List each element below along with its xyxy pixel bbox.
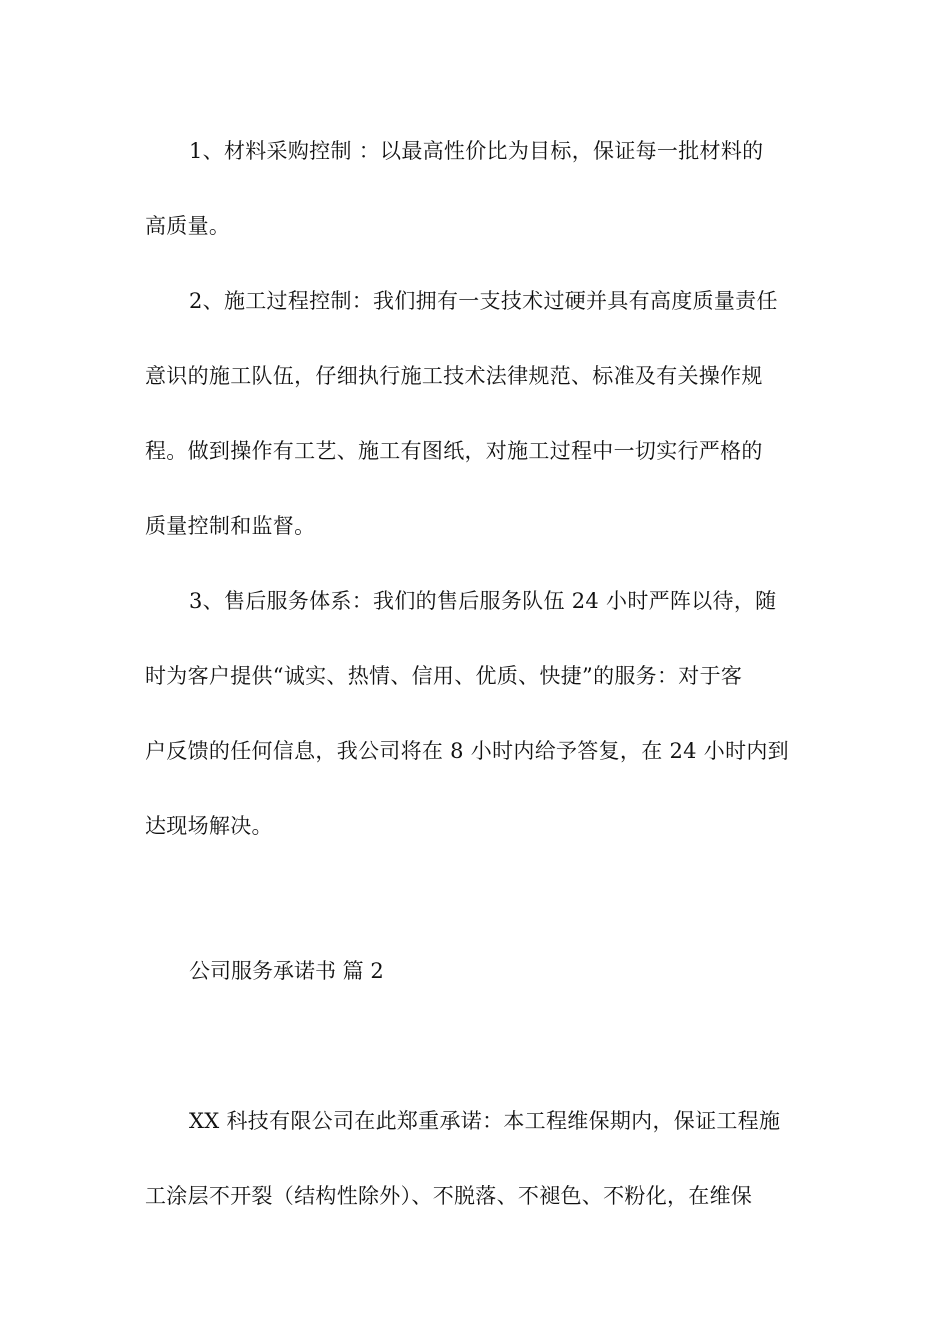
paragraph-line: 高质量。 xyxy=(145,214,231,238)
paragraph-line: 1、材料采购控制 ：以最高性价比为目标，保证每一批材料的 xyxy=(189,139,764,163)
paragraph-construction-control xyxy=(145,264,810,564)
paragraph-line: 工涂层不开裂（结构性除外）、不脱落、不褪色、不粉化，在维保 xyxy=(145,1184,753,1208)
paragraph-line: 时为客户提供“诚实、热情、信用、优质、快捷”的服务：对于客 xyxy=(145,664,743,688)
paragraph-line: 户反馈的任何信息，我公司将在 8 小时内给予答复，在 24 小时内到 xyxy=(145,739,789,763)
paragraph-line: 质量控制和监督。 xyxy=(145,514,316,538)
paragraph-line: 程。做到操作有工艺、施工有图纸，对施工过程中一切实行严格的 xyxy=(145,439,763,463)
paragraph-line: 意识的施工队伍，仔细执行施工技术法律规范、标准及有关操作规 xyxy=(145,364,763,388)
paragraph-after-sales-service xyxy=(145,564,810,864)
paragraph-line: 达现场解决。 xyxy=(145,814,273,838)
paragraph-company-commitment xyxy=(145,1084,810,1234)
paragraph-line: 2、施工过程控制：我们拥有一支技术过硬并具有高度质量责任 xyxy=(189,289,778,313)
paragraph-line: XX 科技有限公司在此郑重承诺：本工程维保期内，保证工程施 xyxy=(189,1109,781,1133)
paragraph-line: 3、售后服务体系：我们的售后服务队伍 24 小时严阵以待，随 xyxy=(189,589,777,613)
section-heading: 公司服务承诺书 篇 2 xyxy=(189,959,384,983)
paragraph-material-procurement xyxy=(145,114,810,264)
